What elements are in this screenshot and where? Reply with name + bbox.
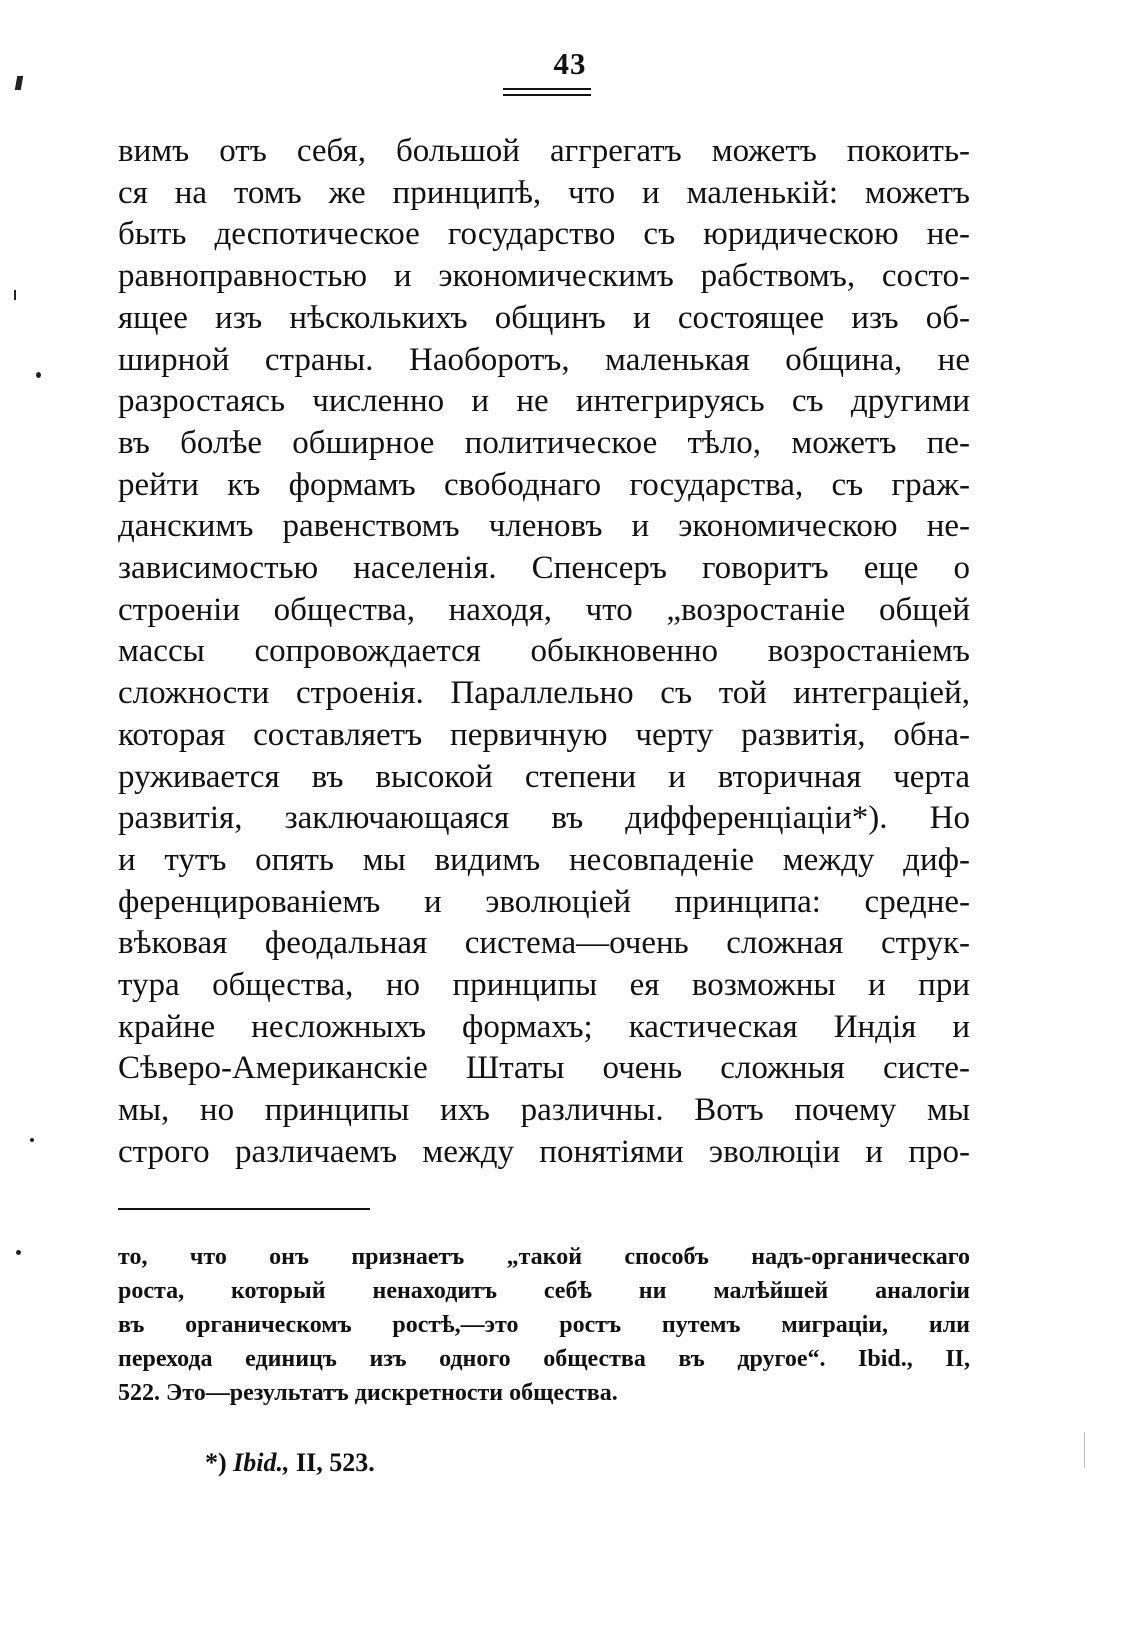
text-line: развитія, заключающаяся въ дифференціаціи*). Но xyxy=(118,800,970,837)
scan-speck xyxy=(14,290,16,300)
footnote-continuation xyxy=(118,1240,970,1410)
footnote-source: Ibid., xyxy=(233,1448,290,1477)
text-line: ящее изъ нѣсколькихъ общинъ и состоящее изъ об- xyxy=(118,299,970,336)
text-line: ференцированіемъ и эволюціей принципа: средне- xyxy=(118,883,970,920)
footnote-line: 522. Это—результатъ дискретности общества. xyxy=(118,1380,618,1406)
text-line: равноправностью и экономическимъ рабствомъ, состо- xyxy=(118,258,970,295)
text-line: массы сопровождается обыкновенно возростаніемъ xyxy=(118,633,970,670)
text-line: данскимъ равенствомъ членовъ и экономическою не- xyxy=(118,508,970,545)
text-line: строго различаемъ между понятіями эволюціи и про- xyxy=(118,1133,970,1170)
scan-speck xyxy=(1084,1432,1085,1468)
footnote-line: роста, который ненаходитъ себѣ ни малѣйшей аналогіи xyxy=(118,1278,970,1304)
text-line: вѣковая феодальная система—очень сложная струк- xyxy=(118,925,970,962)
footnote-divider xyxy=(118,1208,370,1210)
text-line: зависимостью населенія. Спенсеръ говоритъ еще о xyxy=(118,550,970,587)
page-number-rule-bottom xyxy=(503,94,591,96)
text-line: разростаясь численно и не интегрируясь съ другими xyxy=(118,383,970,420)
scan-speck xyxy=(36,372,41,378)
text-line: которая составляетъ первичную черту развитія, обна- xyxy=(118,716,970,753)
text-line: ся на томъ же принципѣ, что и маленькій: можетъ xyxy=(118,174,970,211)
scan-speck xyxy=(16,1250,21,1255)
text-line: Сѣверо-Американскіе Штаты очень сложныя систе- xyxy=(118,1050,970,1087)
text-line: руживается въ высокой степени и вторичная черта xyxy=(118,758,970,795)
text-line: въ болѣе обширное политическое тѣло, можетъ пе- xyxy=(118,424,970,461)
text-line: ширной страны. Наоборотъ, маленькая община, не xyxy=(118,341,970,378)
text-line: и тутъ опять мы видимъ несовпаденіе между диф- xyxy=(118,841,970,878)
page-number-rule-top xyxy=(503,88,591,90)
footnote-marker: *) xyxy=(205,1448,227,1477)
footnote-line: то, что онъ признаетъ „такой способъ надъ-органическаго xyxy=(118,1244,970,1270)
page-number: 43 xyxy=(553,46,587,81)
scan-speck xyxy=(30,1138,34,1142)
footnote-pages: II, 523. xyxy=(296,1448,375,1477)
footnote-line: въ органическомъ ростѣ,—это ростъ путемъ миграціи, или xyxy=(118,1312,970,1338)
main-text xyxy=(118,131,970,1174)
text-line: мы, но принципы ихъ различны. Вотъ почему мы xyxy=(118,1092,970,1129)
text-line: крайне несложныхъ формахъ; кастическая Индія и xyxy=(118,1008,970,1045)
text-line: сложности строенія. Параллельно съ той интеграціей, xyxy=(118,675,970,712)
text-line: вимъ отъ себя, большой аггрегатъ можетъ покоить- xyxy=(118,133,970,169)
text-line: тура общества, но принципы ея возможны и при xyxy=(118,967,970,1004)
footnote-line: перехода единицъ изъ одного общества въ другое“. Ibid., II, xyxy=(118,1346,970,1372)
scan-speck xyxy=(15,76,23,90)
text-line: строеніи общества, находя, что „возростаніе общей xyxy=(118,591,970,628)
text-line: быть деспотическое государство съ юридическою не- xyxy=(118,216,970,253)
footnote-reference xyxy=(205,1448,375,1478)
text-line: рейти къ формамъ свободнаго государства, съ граж- xyxy=(118,466,970,503)
